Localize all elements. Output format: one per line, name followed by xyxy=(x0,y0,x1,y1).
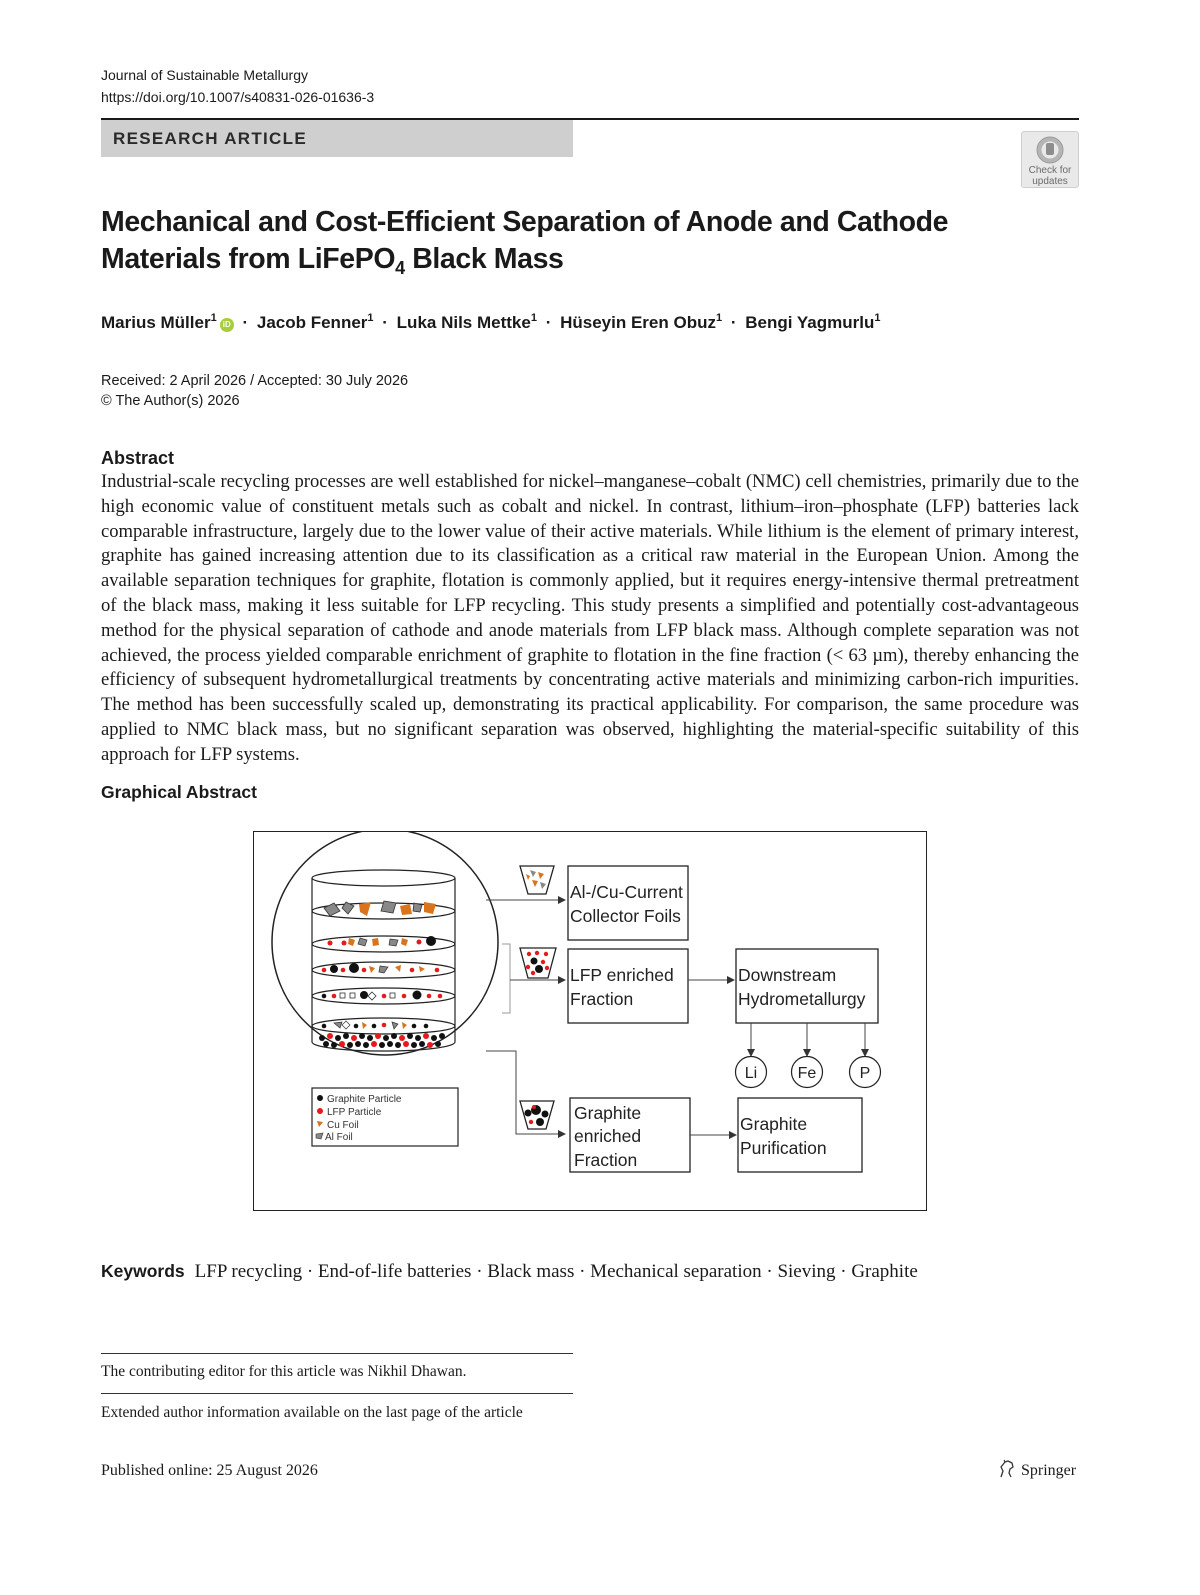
author-name: Luka Nils Mettke xyxy=(396,313,531,332)
purification-box xyxy=(738,1098,862,1172)
article-dates xyxy=(101,371,408,411)
author-separator: · xyxy=(730,313,737,332)
doi-link[interactable]: https://doi.org/10.1007/s40831-026-01636-3 xyxy=(101,89,375,105)
author-name: Jacob Fenner xyxy=(256,313,368,332)
author-affiliation: 1 xyxy=(715,312,723,324)
graphical-abstract-heading: Graphical Abstract xyxy=(101,782,257,802)
published-online-date: Published online: 25 August 2026 xyxy=(101,1462,318,1479)
graphite-label-1: Graphite xyxy=(574,1103,642,1123)
sieve-magnifier-circle xyxy=(272,832,498,1055)
legend-al-foil: Al Foil xyxy=(325,1132,353,1143)
title-subscript: 4 xyxy=(395,258,405,278)
legend-graphite: Graphite Particle xyxy=(327,1094,402,1105)
foils-label-2: Collector Foils xyxy=(570,906,681,926)
legend-cu-foil: Cu Foil xyxy=(327,1120,359,1131)
lfp-label-2: Fraction xyxy=(570,989,634,1009)
downstream-label-1: Downstream xyxy=(738,965,837,985)
element-li: Li xyxy=(744,1065,758,1082)
author[interactable] xyxy=(745,313,880,332)
purification-label-1: Graphite xyxy=(740,1114,808,1134)
abstract-text: Industrial-scale recycling processes are well established for nickel–manganese–cobalt (NMC) cell chemistries, primarily due to the high economic value of constituent metals such as cobalt and nickel. In contrast, lithium–iron–phosphate (LFP) batteries lack comparable infrastructure, largely due to the lower value of their active materials. While lithium is the element of primary interest, graphite has gained increasing attention due to its classification as a critical raw material in the European Union. Among the available separation techniques for graphite, flotation is commonly applied, but it requires energy-intensive thermal pretreatment of the black mass, making it less suitable for LFP recycling. This study presents a simplified and potentially cost-advantageous method for the physical separation of cathode and anode materials from LFP black mass. Although complete separation was not achieved, the process yielded comparable enrichment of graphite to flotation in the fine fraction (< 63 µm), thereby enhancing the efficiency of subsequent hydrometallurgical treatments by concentrating active materials and minimizing carbon-rich impurities. The method has been successfully scaled up, demonstrating its practical applicability. For comparison, the same procedure was applied to NMC black mass, but no significant separation was observed, highlighting the material-specific suitability of this approach for LFP systems. xyxy=(101,471,1079,765)
graphical-abstract-diagram xyxy=(254,832,928,1212)
element-p: P xyxy=(859,1065,871,1082)
orcid-icon[interactable]: iD xyxy=(220,318,234,332)
author-name: Hüseyin Eren Obuz xyxy=(560,313,716,332)
springer-horse-icon xyxy=(997,1459,1017,1479)
article-type-banner: RESEARCH ARTICLE xyxy=(101,120,573,157)
editor-footnote: The contributing editor for this article was Nikhil Dhawan. xyxy=(101,1363,467,1380)
lfp-fraction-box xyxy=(568,949,688,1023)
journal-name: Journal of Sustainable Metallurgy xyxy=(101,67,309,83)
publisher-name: Springer xyxy=(1021,1462,1077,1479)
graphical-abstract-figure xyxy=(253,831,927,1211)
keywords-label: Keywords xyxy=(101,1261,185,1281)
author-info-footnote: Extended author information available on the last page of the article xyxy=(101,1404,523,1421)
received-accepted-dates: Received: 2 April 2026 / Accepted: 30 July 2026 xyxy=(101,373,409,389)
foils-label-1: Al-/Cu-Current xyxy=(570,882,683,902)
diagram-legend xyxy=(312,1088,458,1146)
keywords xyxy=(101,1258,918,1285)
article-title xyxy=(101,204,1001,278)
check-for-updates-badge[interactable] xyxy=(1021,131,1079,188)
author-affiliation: 1 xyxy=(210,312,217,324)
beaker-graphite-icon xyxy=(520,1101,554,1129)
author-separator: · xyxy=(242,313,249,332)
beaker-foils-icon xyxy=(520,866,554,894)
graphite-label-2: enriched xyxy=(574,1126,642,1146)
author-affiliation: 1 xyxy=(874,312,881,324)
check-updates-icon xyxy=(1035,135,1065,165)
journal-header xyxy=(101,64,374,108)
lfp-label-1: LFP enriched xyxy=(570,965,674,985)
downstream-box xyxy=(736,949,878,1023)
author[interactable] xyxy=(397,313,537,332)
keywords-list: LFP recycling · End-of-life batteries · Black mass · Mechanical separation · Sieving · Graphite xyxy=(194,1261,918,1282)
title-part-1: Mechanical and Cost-Efficient Separation of Anode and Cathode Materials from LiFePO xyxy=(101,206,949,275)
footnote-divider xyxy=(101,1353,573,1354)
author-separator: · xyxy=(545,313,552,332)
author[interactable] xyxy=(257,313,374,332)
graphite-label-3: Fraction xyxy=(574,1150,638,1170)
author-name: Bengi Yagmurlu xyxy=(745,313,875,332)
legend-lfp: LFP Particle xyxy=(327,1107,382,1118)
author-separator: · xyxy=(382,313,388,332)
element-fe: Fe xyxy=(797,1065,817,1082)
check-updates-label-2: updates xyxy=(1032,176,1068,187)
abstract-heading: Abstract xyxy=(101,448,175,468)
author[interactable] xyxy=(101,313,234,332)
check-updates-label-1: Check for xyxy=(1028,165,1072,176)
title-part-2: Black Mass xyxy=(404,243,564,275)
footnote-divider xyxy=(101,1393,573,1394)
author[interactable] xyxy=(560,313,722,332)
purification-label-2: Purification xyxy=(740,1138,827,1158)
author-affiliation: 1 xyxy=(367,312,374,324)
beaker-lfp-icon xyxy=(520,948,556,978)
downstream-label-2: Hydrometallurgy xyxy=(738,989,866,1009)
publisher-logo[interactable] xyxy=(997,1459,1076,1482)
author-list xyxy=(101,311,880,335)
author-affiliation: 1 xyxy=(530,312,537,324)
foils-box xyxy=(568,866,688,940)
copyright-line: © The Author(s) 2026 xyxy=(101,393,240,409)
author-name: Marius Müller xyxy=(101,313,211,332)
